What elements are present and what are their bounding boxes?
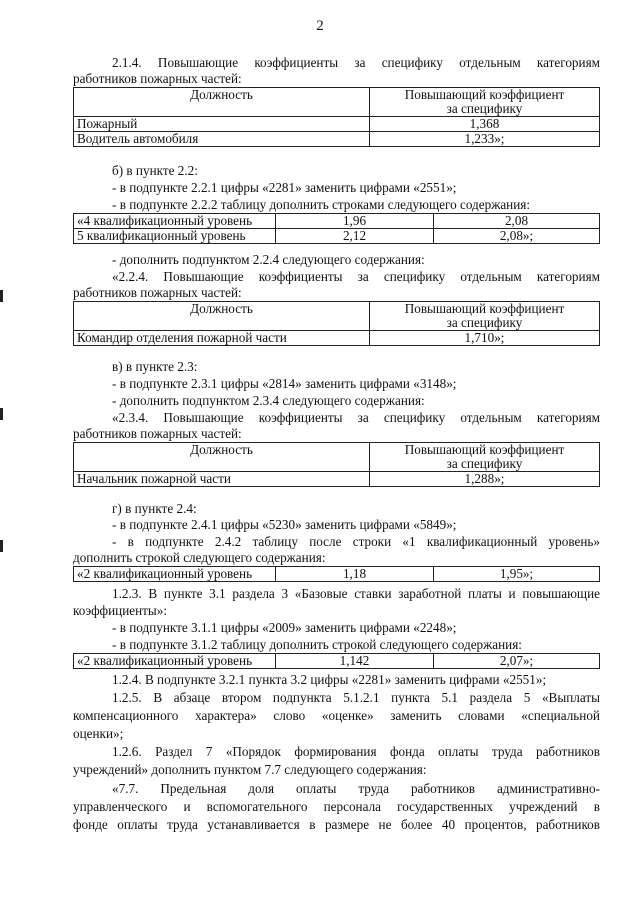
- paragraph-1-2-6-line1: 1.2.6. Раздел 7 «Порядок формирования фонда оплаты труда работников: [112, 744, 600, 759]
- paragraph-2-3-4-line2: работников пожарных частей:: [73, 426, 242, 441]
- item-g-heading: г) в пункте 2.4:: [112, 501, 197, 516]
- paragraph-1-2-3-sub1: - в подпункте 3.1.1 цифры «2009» заменить цифрами «2248»;: [112, 620, 457, 635]
- header-position: Должность: [74, 88, 370, 117]
- cell-coefficient: 1,233»;: [370, 132, 600, 147]
- cell-value-b: 2,07»;: [434, 654, 600, 669]
- table-firefighters-coefficients: [73, 87, 600, 147]
- header-position: Должность: [74, 302, 370, 331]
- header-coefficient-line2: за специфику: [446, 456, 523, 471]
- cell-level: «2 квалификационный уровень: [74, 654, 276, 669]
- table-header-row: [74, 302, 600, 331]
- header-coefficient-line1: Повышающий коэффициент: [404, 442, 565, 457]
- item-b-heading: б) в пункте 2.2:: [112, 163, 198, 178]
- cell-position: Начальник пожарной части: [74, 472, 370, 487]
- scan-edge-mark: [0, 408, 3, 420]
- scan-edge-mark: [0, 290, 3, 302]
- paragraph-1-2-6-line2: учреждений» дополнить пунктом 7.7 следующего содержания:: [73, 762, 427, 777]
- paragraph-2-1-4-line2: работников пожарных частей:: [73, 71, 242, 86]
- paragraph-2-2-4-line1: «2.2.4. Повышающие коэффициенты за специфику отдельным категориям: [112, 269, 600, 284]
- cell-coefficient: 1,288»;: [370, 472, 600, 487]
- cell-value-a: 2,12: [276, 229, 434, 244]
- paragraph-2-3-4-line1: «2.3.4. Повышающие коэффициенты за специфику отдельным категориям: [112, 410, 600, 425]
- table-chief-coefficient: [73, 442, 600, 487]
- table-row: [74, 214, 600, 229]
- header-coefficient-line2: за специфику: [446, 101, 523, 116]
- paragraph-1-2-4: 1.2.4. В подпункте 3.2.1 пункта 3.2 цифры «2281» заменить цифрами «2551»;: [112, 672, 547, 687]
- item-g-sub2-line2: дополнить строкой следующего содержания:: [73, 550, 326, 565]
- paragraph-1-2-5-line1: 1.2.5. В абзаце втором подпункта 5.1.2.1 пункта 5.1 раздела 5 «Выплаты: [112, 690, 600, 705]
- cell-coefficient: 1,710»;: [370, 331, 600, 346]
- cell-value-a: 1,142: [276, 654, 434, 669]
- table-row: [74, 567, 600, 582]
- item-v-sub2: - дополнить подпунктом 2.3.4 следующего содержания:: [112, 393, 425, 408]
- header-coefficient-line1: Повышающий коэффициент: [404, 87, 565, 102]
- paragraph-2-2-4-line2: работников пожарных частей:: [73, 285, 242, 300]
- table-row: [74, 654, 600, 669]
- paragraph-7-7-line1: «7.7. Предельная доля оплаты труда работников административно-: [112, 781, 600, 796]
- cell-value-b: 1,95»;: [434, 567, 600, 582]
- item-g-sub1: - в подпункте 2.4.1 цифры «5230» заменить цифрами «5849»;: [112, 517, 457, 532]
- cell-value-b: 2,08»;: [434, 229, 600, 244]
- cell-position: Пожарный: [74, 117, 370, 132]
- header-coefficient-line1: Повышающий коэффициент: [404, 301, 565, 316]
- table-level-2-row: [73, 566, 600, 582]
- cell-level: «4 квалификационный уровень: [74, 214, 276, 229]
- paragraph-7-7-line3: фонде оплаты труда устанавливается в размере не более 40 процентов, работников: [73, 817, 600, 832]
- cell-value-b: 2,08: [434, 214, 600, 229]
- table-row: [74, 331, 600, 346]
- header-coefficient: [370, 302, 600, 331]
- cell-level: 5 квалификационный уровень: [74, 229, 276, 244]
- item-v-sub1: - в подпункте 2.3.1 цифры «2814» заменить цифрами «3148»;: [112, 376, 457, 391]
- table-qualification-levels: [73, 213, 600, 244]
- table-header-row: [74, 88, 600, 117]
- cell-value-a: 1,96: [276, 214, 434, 229]
- scan-edge-mark: [0, 540, 3, 552]
- cell-coefficient: 1,368: [370, 117, 600, 132]
- page-number: 2: [316, 18, 324, 34]
- table-header-row: [74, 443, 600, 472]
- paragraph-7-7-line2: управленческого и вспомогательного персонала государственных учреждений в: [73, 799, 600, 814]
- cell-position: Водитель автомобиля: [74, 132, 370, 147]
- header-coefficient: [370, 443, 600, 472]
- item-v-heading: в) в пункте 2.3:: [112, 359, 198, 374]
- item-g-sub2-line1: - в подпункте 2.4.2 таблицу после строки «1 квалификационный уровень»: [112, 534, 600, 549]
- item-b-sub3: - дополнить подпунктом 2.2.4 следующего содержания:: [112, 252, 425, 267]
- cell-value-a: 1,18: [276, 567, 434, 582]
- paragraph-2-1-4-line1: 2.1.4. Повышающие коэффициенты за специфику отдельным категориям: [112, 55, 600, 70]
- table-row: [74, 132, 600, 147]
- paragraph-1-2-5-line3: оценки»;: [73, 726, 124, 741]
- paragraph-1-2-3-sub2: - в подпункте 3.1.2 таблицу дополнить строкой следующего содержания:: [112, 637, 522, 652]
- cell-level: «2 квалификационный уровень: [74, 567, 276, 582]
- table-commander-coefficient: [73, 301, 600, 346]
- header-coefficient-line2: за специфику: [446, 315, 523, 330]
- table-row: [74, 117, 600, 132]
- table-row: [74, 472, 600, 487]
- cell-position: Командир отделения пожарной части: [74, 331, 370, 346]
- header-position: Должность: [74, 443, 370, 472]
- paragraph-1-2-3-line2: коэффициенты»:: [73, 603, 168, 618]
- paragraph-1-2-3-line1: 1.2.3. В пункте 3.1 раздела 3 «Базовые ставки заработной платы и повышающие: [112, 586, 600, 601]
- paragraph-1-2-5-line2: компенсационного характера» слово «оценке» заменить словами «специальной: [73, 708, 600, 723]
- header-coefficient: [370, 88, 600, 117]
- table-level-2-row-b: [73, 653, 600, 669]
- table-row: [74, 229, 600, 244]
- item-b-sub1: - в подпункте 2.2.1 цифры «2281» заменить цифрами «2551»;: [112, 180, 457, 195]
- item-b-sub2: - в подпункте 2.2.2 таблицу дополнить строками следующего содержания:: [112, 197, 531, 212]
